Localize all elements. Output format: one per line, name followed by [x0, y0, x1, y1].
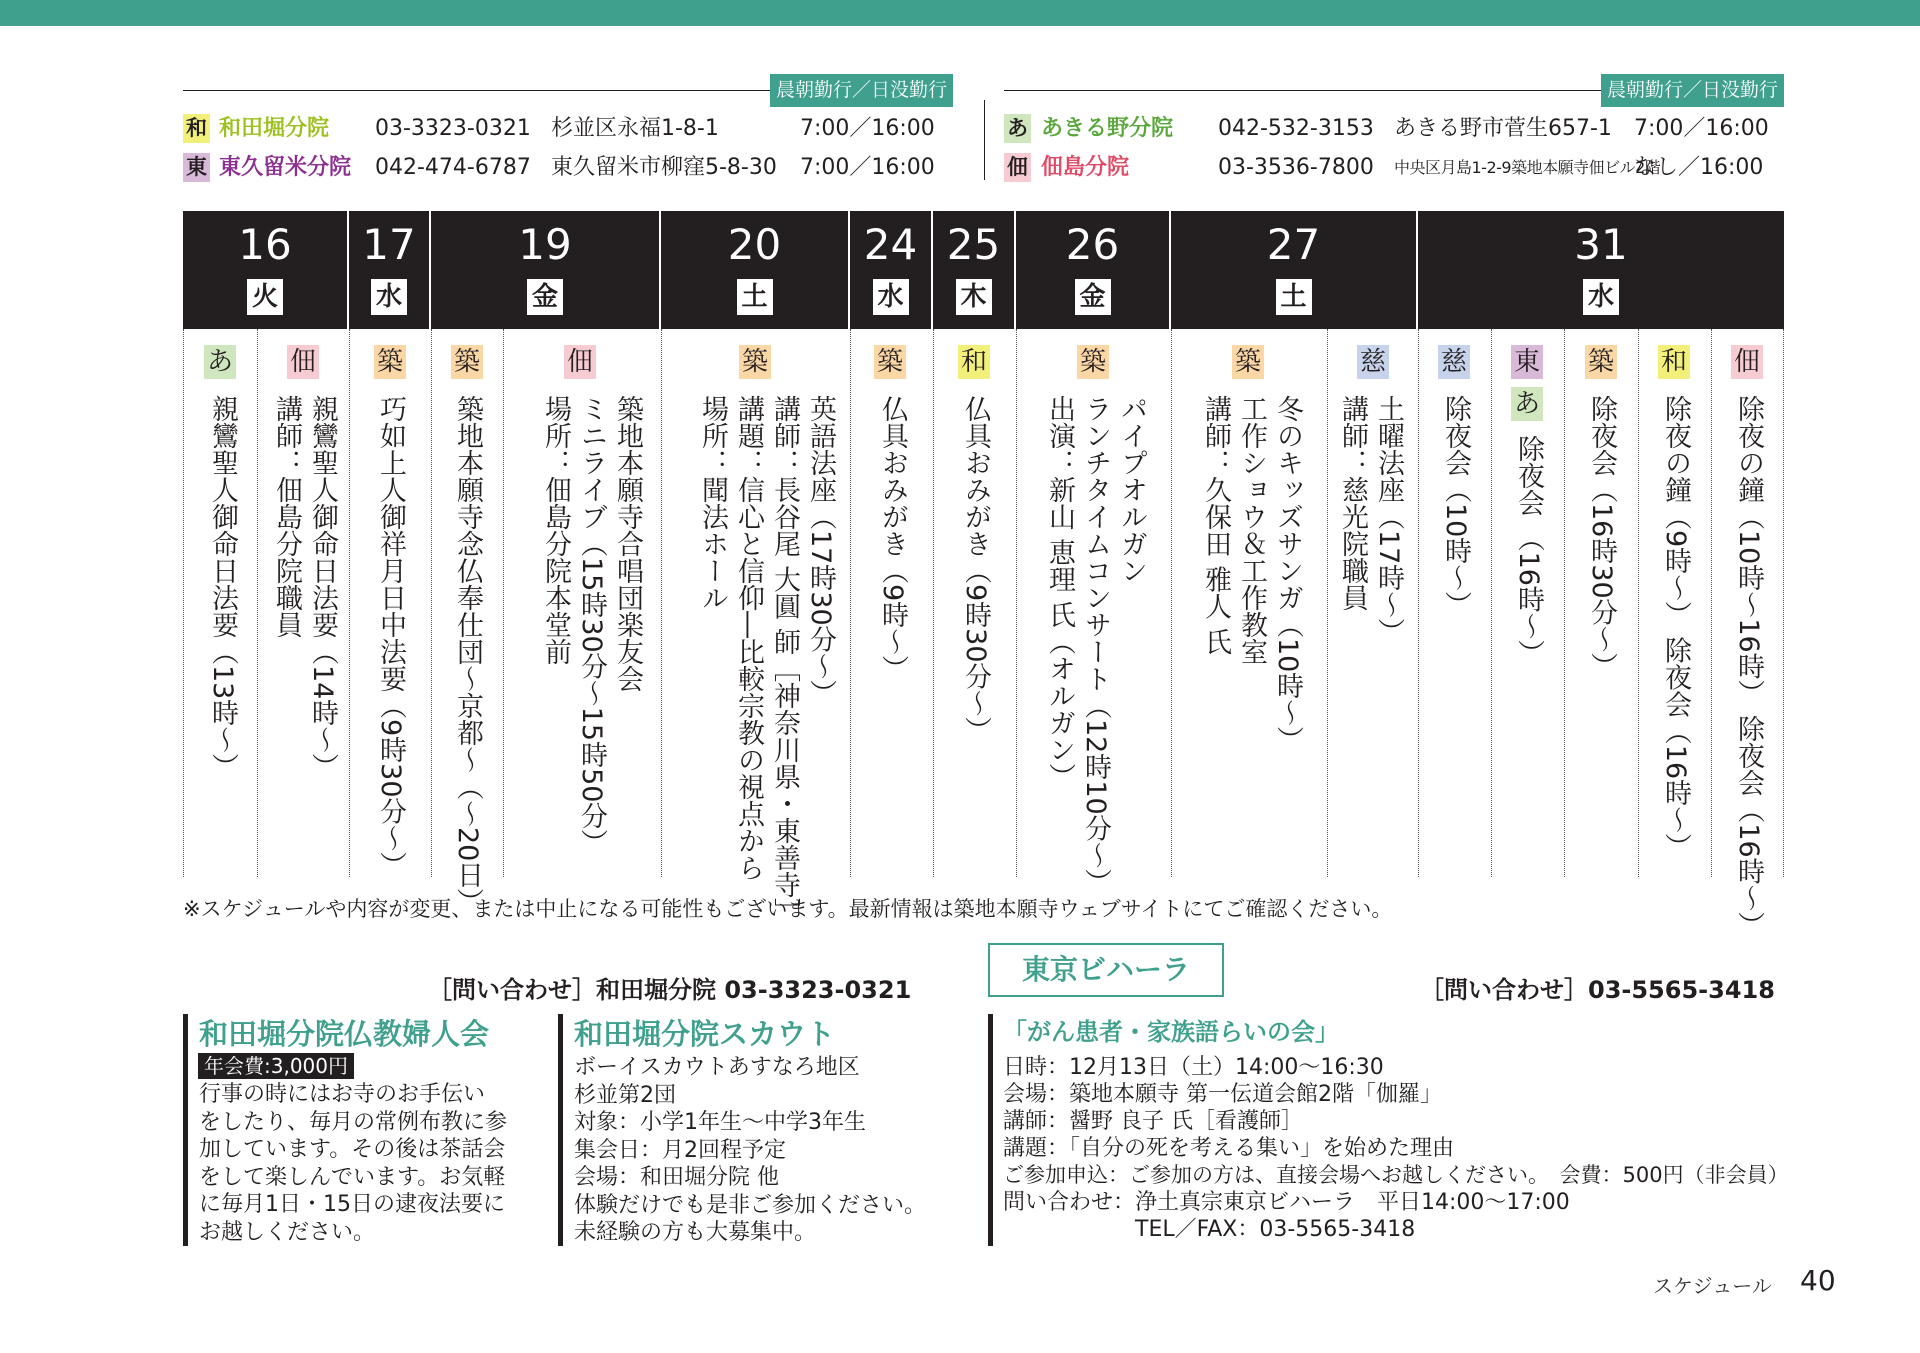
event-line: 除夜会 （16時～）: [1513, 435, 1544, 667]
event-line: 場所：佃島分院本堂前: [540, 395, 571, 665]
vihara-event-title: 「がん患者・家族語らいの会」: [1003, 1018, 1339, 1046]
event-line: 出演：新山 恵理 氏（オルガン）: [1044, 395, 1075, 791]
weekday-label: 木: [956, 279, 992, 315]
day-header: [933, 211, 1016, 329]
day-number: 17: [362, 220, 416, 269]
branch-name: 佃島分院: [1041, 155, 1130, 180]
event-line: 親鸞聖人御命日法要（13時～）: [207, 395, 238, 781]
branch-address: 東久留米市柳窪5-8-30: [551, 155, 777, 180]
vihara-line: 日時：12月13日（土）14:00～16:30: [1003, 1055, 1384, 1080]
event-text: [1583, 395, 1619, 680]
footer-section-label: スケジュール: [1653, 1274, 1772, 1298]
event-cell: [349, 329, 431, 877]
text-line: 集会日：月2回程予定: [574, 1137, 786, 1163]
event-cell: [1711, 329, 1783, 939]
branch-address: 杉並区永福1-8-1: [551, 116, 719, 141]
day-number: 16: [238, 220, 292, 269]
branch-name: あきる野分院: [1041, 116, 1174, 141]
day-header: [349, 211, 431, 329]
event-line: 築地本願寺合唱団楽友会: [612, 395, 643, 692]
service-hours-tag: 晨朝勤行／日没勤行: [770, 74, 953, 107]
event-text: [449, 395, 485, 915]
fujinkai-text: [199, 1081, 507, 1246]
venue-badge: 築: [1585, 345, 1617, 379]
branch-name: 東久留米分院: [219, 155, 352, 180]
scout-text: [574, 1054, 926, 1247]
venue-badge: 築: [1232, 345, 1264, 379]
event-line: 講師：久保田 雅人 氏: [1200, 395, 1231, 656]
event-line: ランチタイムコンサート（12時10分～）: [1080, 395, 1111, 896]
vihara-line: 会場：築地本願寺 第一伝道会館2階「伽羅」: [1003, 1082, 1442, 1107]
day-header: [431, 211, 661, 329]
tokyo-vihara-label: 東京ビハーラ: [988, 943, 1224, 997]
text-line: お越しください。: [199, 1219, 376, 1245]
venue-badge: 築: [374, 345, 406, 379]
day-header: [850, 211, 933, 329]
event-text: [694, 395, 838, 925]
vihara-line: 講師：醤野 良子 氏［看護師］: [1003, 1109, 1303, 1134]
event-cell: [1491, 329, 1564, 877]
day-header: [661, 211, 850, 329]
venue-badge: 築: [451, 345, 483, 379]
section-bar: [988, 1014, 993, 1246]
vihara-line: 問い合わせ：浄土真宗東京ビハーラ 平日14:00～17:00: [1003, 1190, 1570, 1215]
event-line: 講師：長谷尾 大圓 師［神奈川県・東善寺］: [769, 395, 800, 926]
venue-badge: 慈: [1357, 345, 1389, 379]
branch-phone: 03-3323-0321: [375, 116, 531, 141]
weekday-label: 金: [527, 279, 563, 315]
event-cell: [1418, 329, 1491, 877]
section-bar: [558, 1014, 563, 1246]
section-bar: [183, 1014, 188, 1246]
event-line: 除夜会（10時～）: [1440, 395, 1471, 619]
event-text: [874, 395, 910, 682]
weekday-label: 水: [371, 279, 407, 315]
day-header: [1171, 211, 1418, 329]
text-line: 未経験の方も大募集中。: [574, 1220, 817, 1245]
event-line: 除夜の鐘（9時～） 除夜会（16時～）: [1660, 395, 1691, 861]
weekday-label: 土: [737, 279, 773, 315]
branch-phone: 042-474-6787: [375, 155, 531, 180]
event-line: 工作ショウ＆工作教室: [1236, 395, 1267, 665]
column-separator: [1783, 329, 1784, 877]
event-text: [1657, 395, 1693, 860]
event-text: [204, 395, 240, 780]
branch-panel-left: [183, 74, 953, 194]
event-line: 除夜会（16時30分～）: [1586, 395, 1617, 680]
branch-hours: 7:00／16:00: [1634, 116, 1769, 141]
day-number: 20: [727, 220, 782, 269]
venue-badge: あ: [204, 345, 236, 379]
event-line: 講題：信心と信仰―比較宗教の視点から: [733, 395, 764, 881]
event-text: [268, 395, 340, 780]
text-line: 体験だけでも是非ご参加ください。: [574, 1192, 927, 1218]
event-line: 土曜法座（17時～）: [1373, 395, 1404, 646]
event-cell: [1564, 329, 1638, 877]
event-text: [1197, 395, 1305, 753]
event-text: [1510, 435, 1546, 667]
venue-badge: あ: [1511, 387, 1543, 421]
event-line: 巧如上人御祥月日中法要（9時30分～）: [375, 395, 406, 879]
event-text: [372, 395, 408, 879]
branch-row-wadabori: [183, 112, 953, 146]
branch-badge: 和: [183, 114, 210, 143]
branch-hours: 7:00／16:00: [800, 116, 935, 141]
event-cell: [1638, 329, 1711, 877]
branch-address: 中央区月島1-2-9築地本願寺佃ビル2階: [1394, 158, 1661, 177]
event-line: 講師：慈光院職員: [1337, 395, 1368, 611]
event-cell: [503, 329, 661, 877]
branch-row-akiruno: [1004, 112, 1784, 146]
branch-name: 和田堀分院: [219, 116, 330, 141]
page-number: 40: [1800, 1264, 1836, 1297]
event-line: 親鸞聖人御命日法要（14時～）: [307, 395, 338, 781]
day-header: [1418, 211, 1784, 329]
event-cell: [1327, 329, 1418, 877]
event-line: パイプオルガン: [1116, 395, 1147, 584]
branch-panel-right: [1004, 74, 1784, 194]
event-text: [957, 395, 993, 744]
vihara-line: ご参加申込：ご参加の方は、直接会場へお越しください。 会費：500円（非会員）: [1003, 1163, 1789, 1187]
text-line: 会場：和田堀分院 他: [574, 1165, 779, 1190]
branch-hours: なし／16:00: [1634, 155, 1764, 180]
branch-row-tsukudajima: [1004, 151, 1784, 185]
event-line: 築地本願寺念仏奉仕団～京都～（～20日）: [452, 395, 483, 916]
text-line: 対象：小学1年生～中学3年生: [574, 1110, 866, 1135]
event-cell: [933, 329, 1016, 877]
day-number: 19: [518, 220, 572, 269]
event-text: [1437, 395, 1473, 618]
branch-badge: 東: [183, 153, 210, 182]
event-line: 英語法座（17時30分～）: [805, 395, 836, 707]
day-header: [1016, 211, 1171, 329]
schedule-header: [183, 211, 1784, 329]
event-line: 場所：聞法ホール: [697, 395, 728, 611]
event-line: 講師：佃島分院職員: [271, 395, 302, 638]
day-number: 31: [1574, 220, 1628, 269]
day-header: [183, 211, 349, 329]
weekday-label: 水: [1583, 279, 1619, 315]
venue-badge: 佃: [287, 345, 319, 379]
venue-badge: 慈: [1438, 345, 1470, 379]
annual-fee-badge: 年会費:3,000円: [198, 1053, 354, 1079]
branch-badge: あ: [1004, 114, 1031, 143]
day-number: 25: [946, 220, 1001, 269]
event-text: [1041, 395, 1149, 896]
panel-divider: [984, 100, 985, 180]
weekday-label: 土: [1276, 279, 1312, 315]
event-line: 冬のキッズサンガ（10時～）: [1272, 395, 1303, 754]
event-line: ミニライブ（15時30分～15時50分）: [576, 395, 607, 857]
venue-badge: 佃: [1731, 345, 1763, 379]
venue-badge: 築: [874, 345, 906, 379]
text-line: をしたり、毎月の常例布教に参: [199, 1109, 508, 1135]
event-cell: [183, 329, 257, 877]
schedule-note: ※スケジュールや内容が変更、または中止になる可能性もございます。最新情報は築地本願寺ウェブサイトにてご確認ください。: [183, 897, 1393, 921]
vihara-line: 講題：「自分の死を考える集い」を始めた理由: [1003, 1136, 1455, 1161]
fujinkai-title: 和田堀分院仏教婦人会: [199, 1017, 490, 1051]
contact-vihara: ［問い合わせ］03-5565-3418: [1420, 976, 1775, 1004]
branch-row-higashikurume: [183, 151, 953, 185]
event-cell: [1171, 329, 1327, 877]
weekday-label: 火: [247, 279, 283, 315]
venue-badge: 和: [1658, 345, 1690, 379]
branch-phone: 03-3536-7800: [1218, 155, 1374, 180]
venue-badge: 東: [1511, 345, 1543, 379]
event-cell: [257, 329, 349, 877]
venue-badge: 築: [739, 345, 771, 379]
event-text: [1730, 395, 1766, 939]
text-line: をして楽しんでいます。お気軽: [199, 1164, 506, 1190]
text-line: 杉並第2団: [574, 1082, 676, 1108]
venue-badge: 和: [958, 345, 990, 379]
text-line: に毎月1日・15日の逮夜法要に: [199, 1192, 505, 1217]
venue-badge: 佃: [564, 345, 596, 379]
day-number: 24: [863, 220, 918, 269]
scout-title: 和田堀分院スカウト: [574, 1017, 836, 1051]
event-line: 除夜の鐘（10時～16時） 除夜会（16時～）: [1733, 395, 1764, 939]
top-accent-bar: [0, 0, 1920, 26]
weekday-label: 水: [873, 279, 909, 315]
event-text: [1334, 395, 1406, 645]
weekday-label: 金: [1075, 279, 1111, 315]
contact-wadabori: ［問い合わせ］和田堀分院 03-3323-0321: [428, 976, 912, 1004]
event-cell: [431, 329, 503, 916]
branch-phone: 042-532-3153: [1218, 116, 1374, 141]
service-hours-tag: 晨朝勤行／日没勤行: [1601, 74, 1784, 107]
vihara-line: TEL／FAX：03-5565-3418: [1003, 1217, 1416, 1242]
branch-address: あきる野市菅生657-1: [1394, 116, 1612, 141]
text-line: 行事の時にはお寺のお手伝い: [199, 1082, 486, 1107]
event-cell: [661, 329, 850, 926]
event-line: 仏具おみがき（9時～）: [877, 395, 908, 683]
event-cell: [850, 329, 933, 877]
text-line: 加しています。その後は茶話会: [199, 1137, 506, 1162]
text-line: ボーイスカウトあすなろ地区: [574, 1055, 860, 1080]
day-number: 26: [1065, 220, 1120, 269]
branch-badge: 佃: [1004, 153, 1031, 182]
event-line: 仏具おみがき（9時30分～）: [960, 395, 991, 744]
event-cell: [1016, 329, 1171, 896]
day-number: 27: [1266, 220, 1321, 269]
event-text: [537, 395, 645, 856]
branch-hours: 7:00／16:00: [800, 155, 935, 180]
venue-badge: 築: [1077, 345, 1109, 379]
